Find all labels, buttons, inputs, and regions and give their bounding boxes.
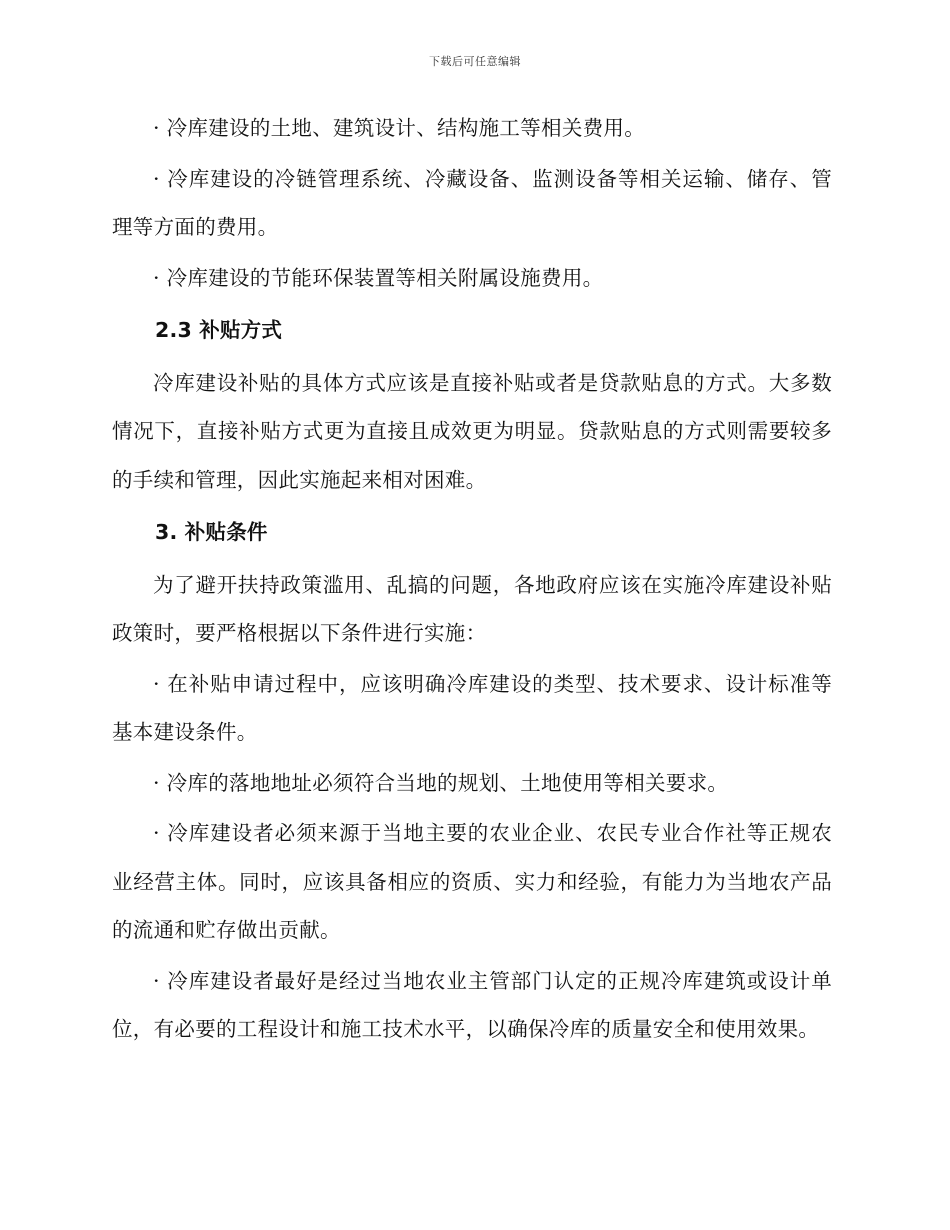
document-body: [112, 104, 832, 1054]
bullet-builder-source: · 冷库建设者必须来源于当地主要的农业企业、农民专业合作社等正规农业经营主体。同时，应该具备相应的资质、实力和经验，有能力为当地农产品的流通和贮存做出贡献。: [112, 821, 832, 942]
bullet-builder-qualification: · 冷库建设者最好是经过当地农业主管部门认定的正规冷库建筑或设计单位，有必要的工程设计和施工技术水平，以确保冷库的质量安全和使用效果。: [112, 968, 832, 1041]
bullet-construction-requirements: · 在补贴申请过程中，应该明确冷库建设的类型、技术要求、设计标准等基本建设条件。: [112, 671, 832, 744]
bullet-equipment-costs: · 冷库建设的冷链管理系统、冷藏设备、监测设备等相关运输、储存、管理等方面的费用。: [112, 166, 832, 239]
paragraph-conditions-intro: 为了避开扶持政策滥用、乱搞的问题，各地政府应该在实施冷库建设补贴政策时，要严格根据以下条件进行实施：: [112, 572, 832, 645]
bullet-facility-costs: · 冷库建设的节能环保装置等相关附属设施费用。: [153, 265, 604, 290]
section-heading-subsidy-conditions: 3. 补贴条件: [155, 520, 268, 544]
page-header: 下载后可任意编辑: [429, 55, 521, 68]
bullet-site-requirements: · 冷库的落地地址必须符合当地的规划、土地使用等相关要求。: [153, 770, 729, 795]
paragraph-subsidy-method: 冷库建设补贴的具体方式应该是直接补贴或者是贷款贴息的方式。大多数情况下，直接补贴方式更为直接且成效更为明显。贷款贴息的方式则需要较多的手续和管理，因此实施起来相对困难。: [112, 370, 832, 492]
bullet-land-costs: · 冷库建设的土地、建筑设计、结构施工等相关费用。: [153, 116, 646, 140]
section-heading-subsidy-method: 2.3 补贴方式: [155, 318, 283, 342]
